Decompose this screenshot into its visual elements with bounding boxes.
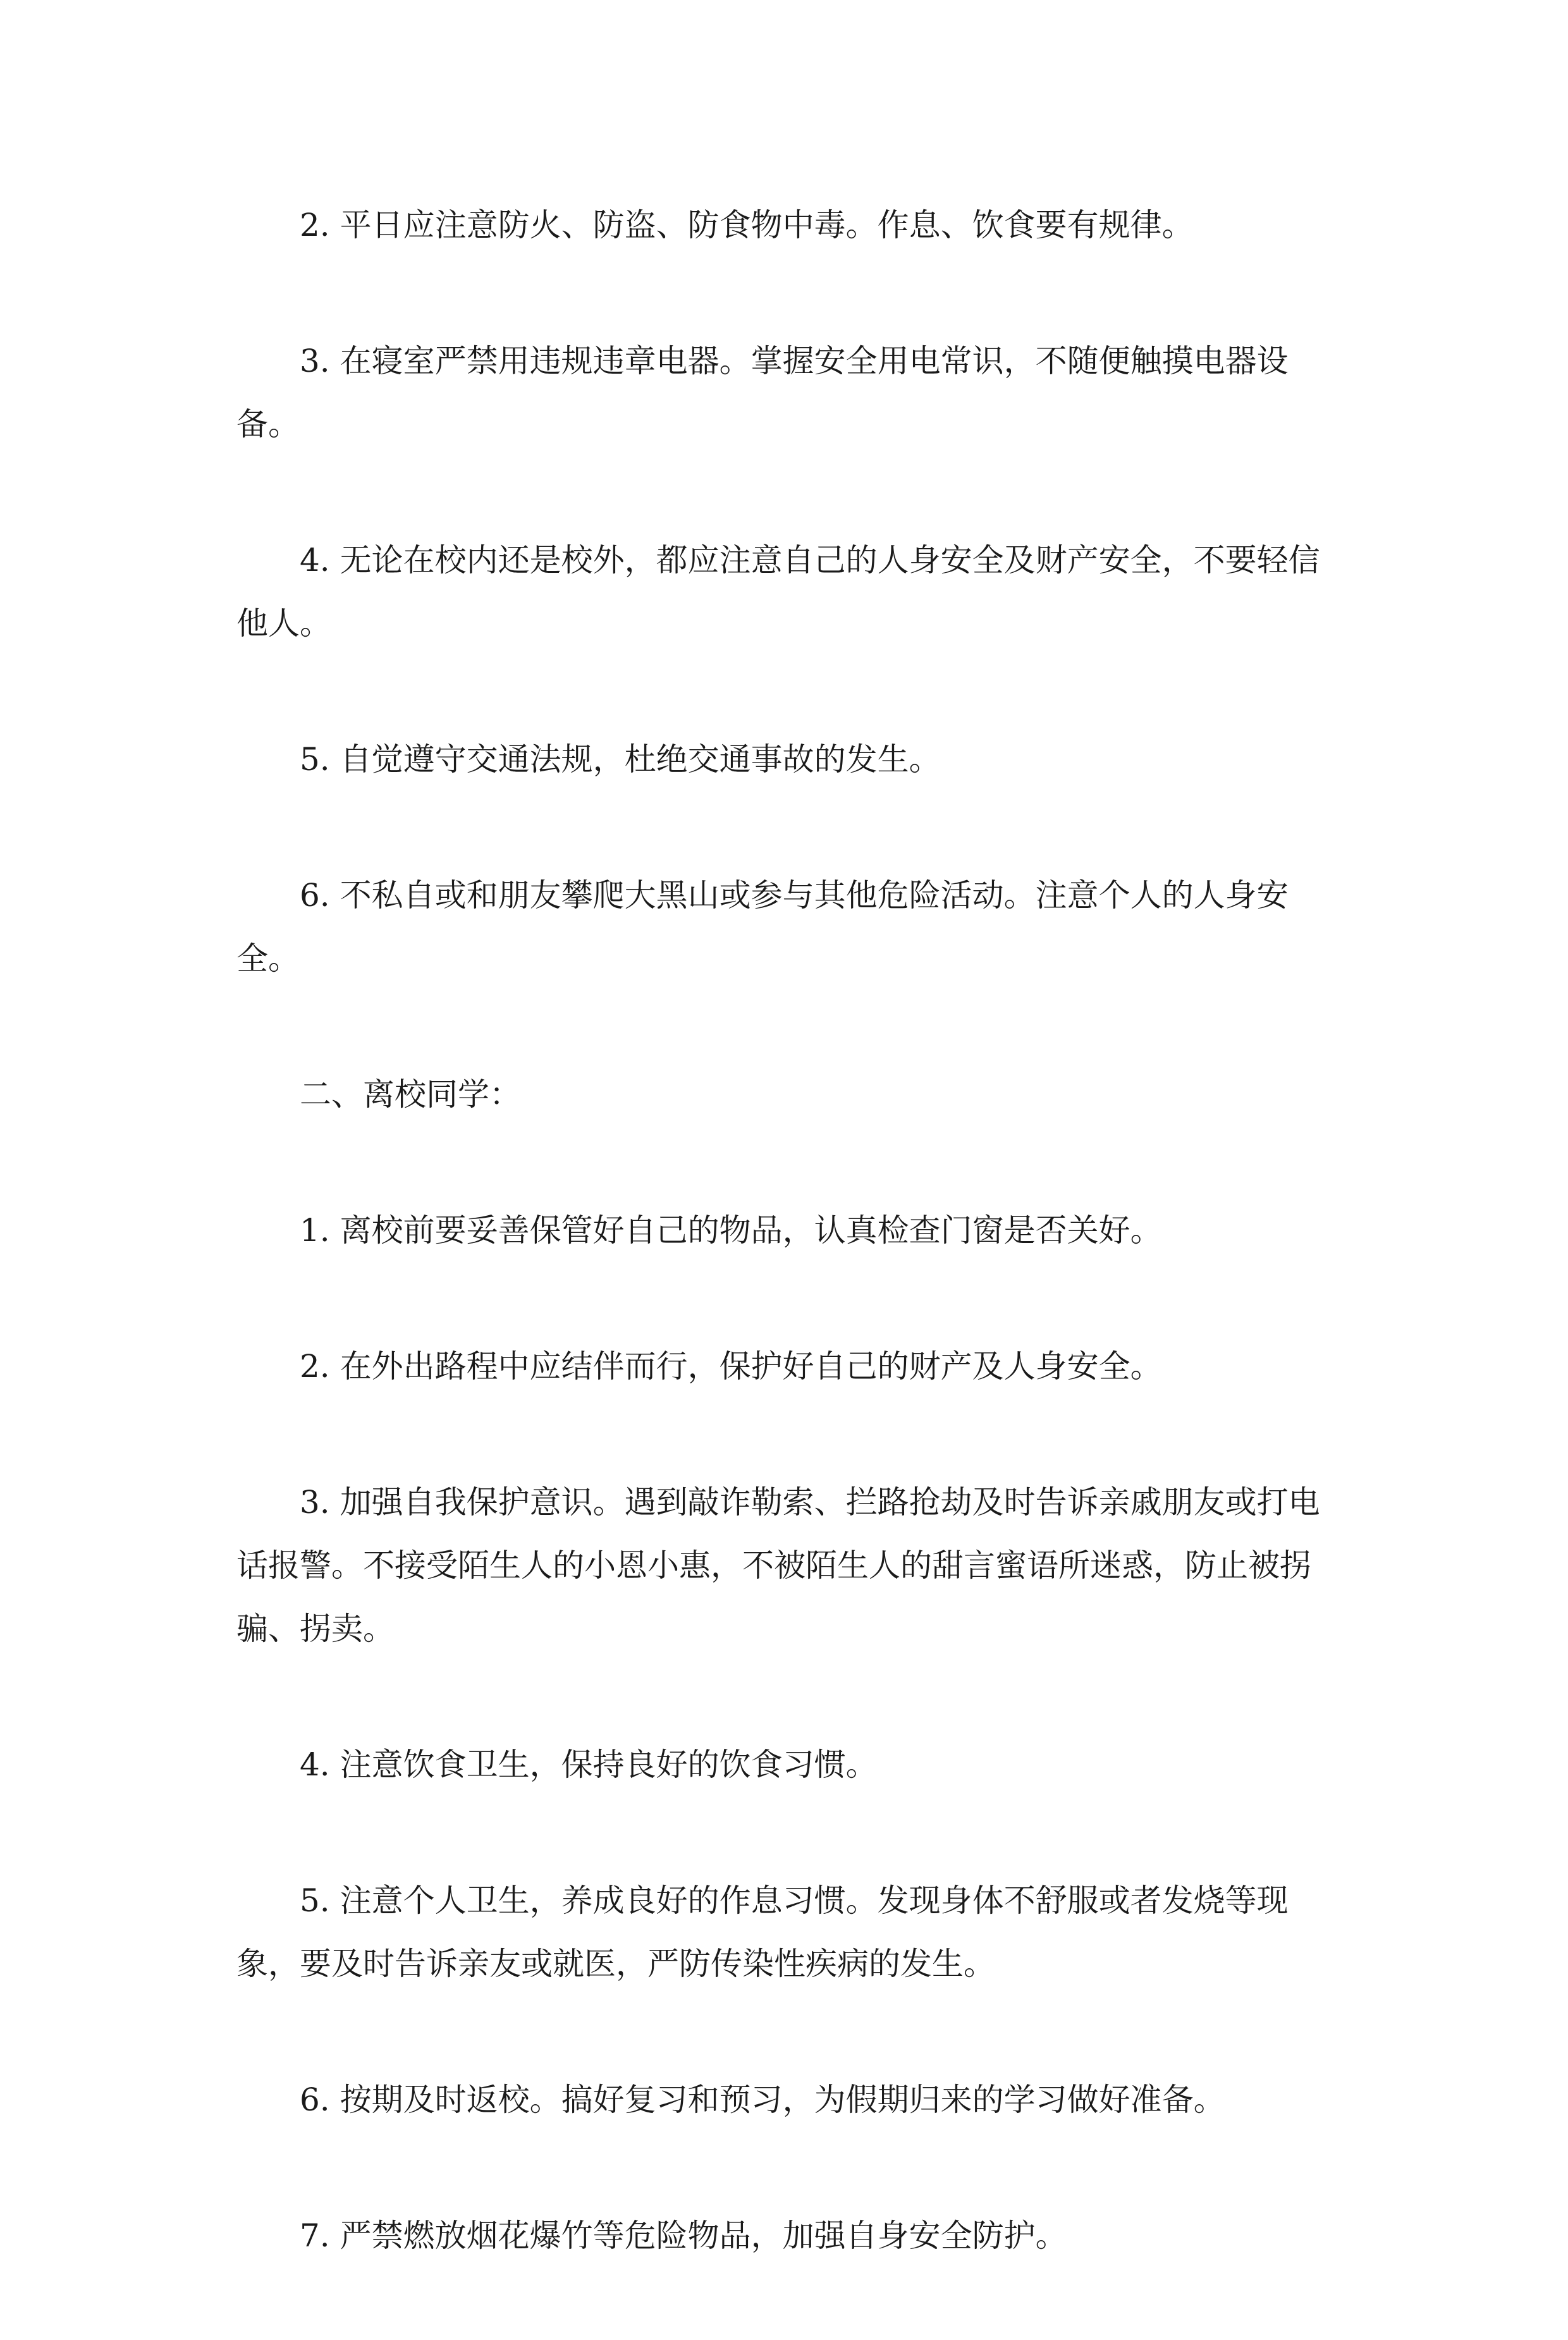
list-item-leave-5: 5. 注意个人卫生，养成良好的作息习惯。发现身体不舒服或者发烧等现象，要及时告诉亲友或就医，严防传染性疾病的发生。 [236, 1882, 1289, 1982]
section-heading-leaving-students: 二、离校同学： [300, 1076, 521, 1113]
list-item-leave-3: 3. 加强自我保护意识。遇到敲诈勒索、拦路抢劫及时告诉亲戚朋友或打电话报警。不接受陌生人的小恩小惠，不被陌生人的甜言蜜语所迷惑，防止被拐骗、拐卖。 [236, 1484, 1320, 1647]
list-item-stay-3: 3. 在寝室严禁用违规违章电器。掌握安全用电常识，不随便触摸电器设备。 [236, 343, 1289, 443]
list-item-leave-2: 2. 在外出路程中应结伴而行，保护好自己的财产及人身安全。 [300, 1348, 1162, 1385]
list-item-leave-4: 4. 注意饮食卫生，保持良好的饮食习惯。 [300, 1746, 878, 1783]
list-item-stay-2: 2. 平日应注意防火、防盗、防食物中毒。作息、饮食要有规律。 [300, 207, 1194, 243]
list-item-leave-6: 6. 按期及时返校。搞好复习和预习，为假期归来的学习做好准备。 [300, 2081, 1225, 2118]
list-item-stay-6: 6. 不私自或和朋友攀爬大黑山或参与其他危险活动。注意个人的人身安全。 [236, 877, 1289, 977]
list-item-stay-4: 4. 无论在校内还是校外，都应注意自己的人身安全及财产安全，不要轻信他人。 [236, 542, 1320, 642]
list-item-leave-1: 1. 离校前要妥善保管好自己的物品，认真检查门窗是否关好。 [300, 1212, 1162, 1249]
list-item-stay-5: 5. 自觉遵守交通法规，杜绝交通事故的发生。 [300, 741, 941, 778]
document-body [236, 193, 1349, 2340]
list-item-leave-7: 7. 严禁燃放烟花爆竹等危险物品，加强自身安全防护。 [300, 2217, 1067, 2254]
